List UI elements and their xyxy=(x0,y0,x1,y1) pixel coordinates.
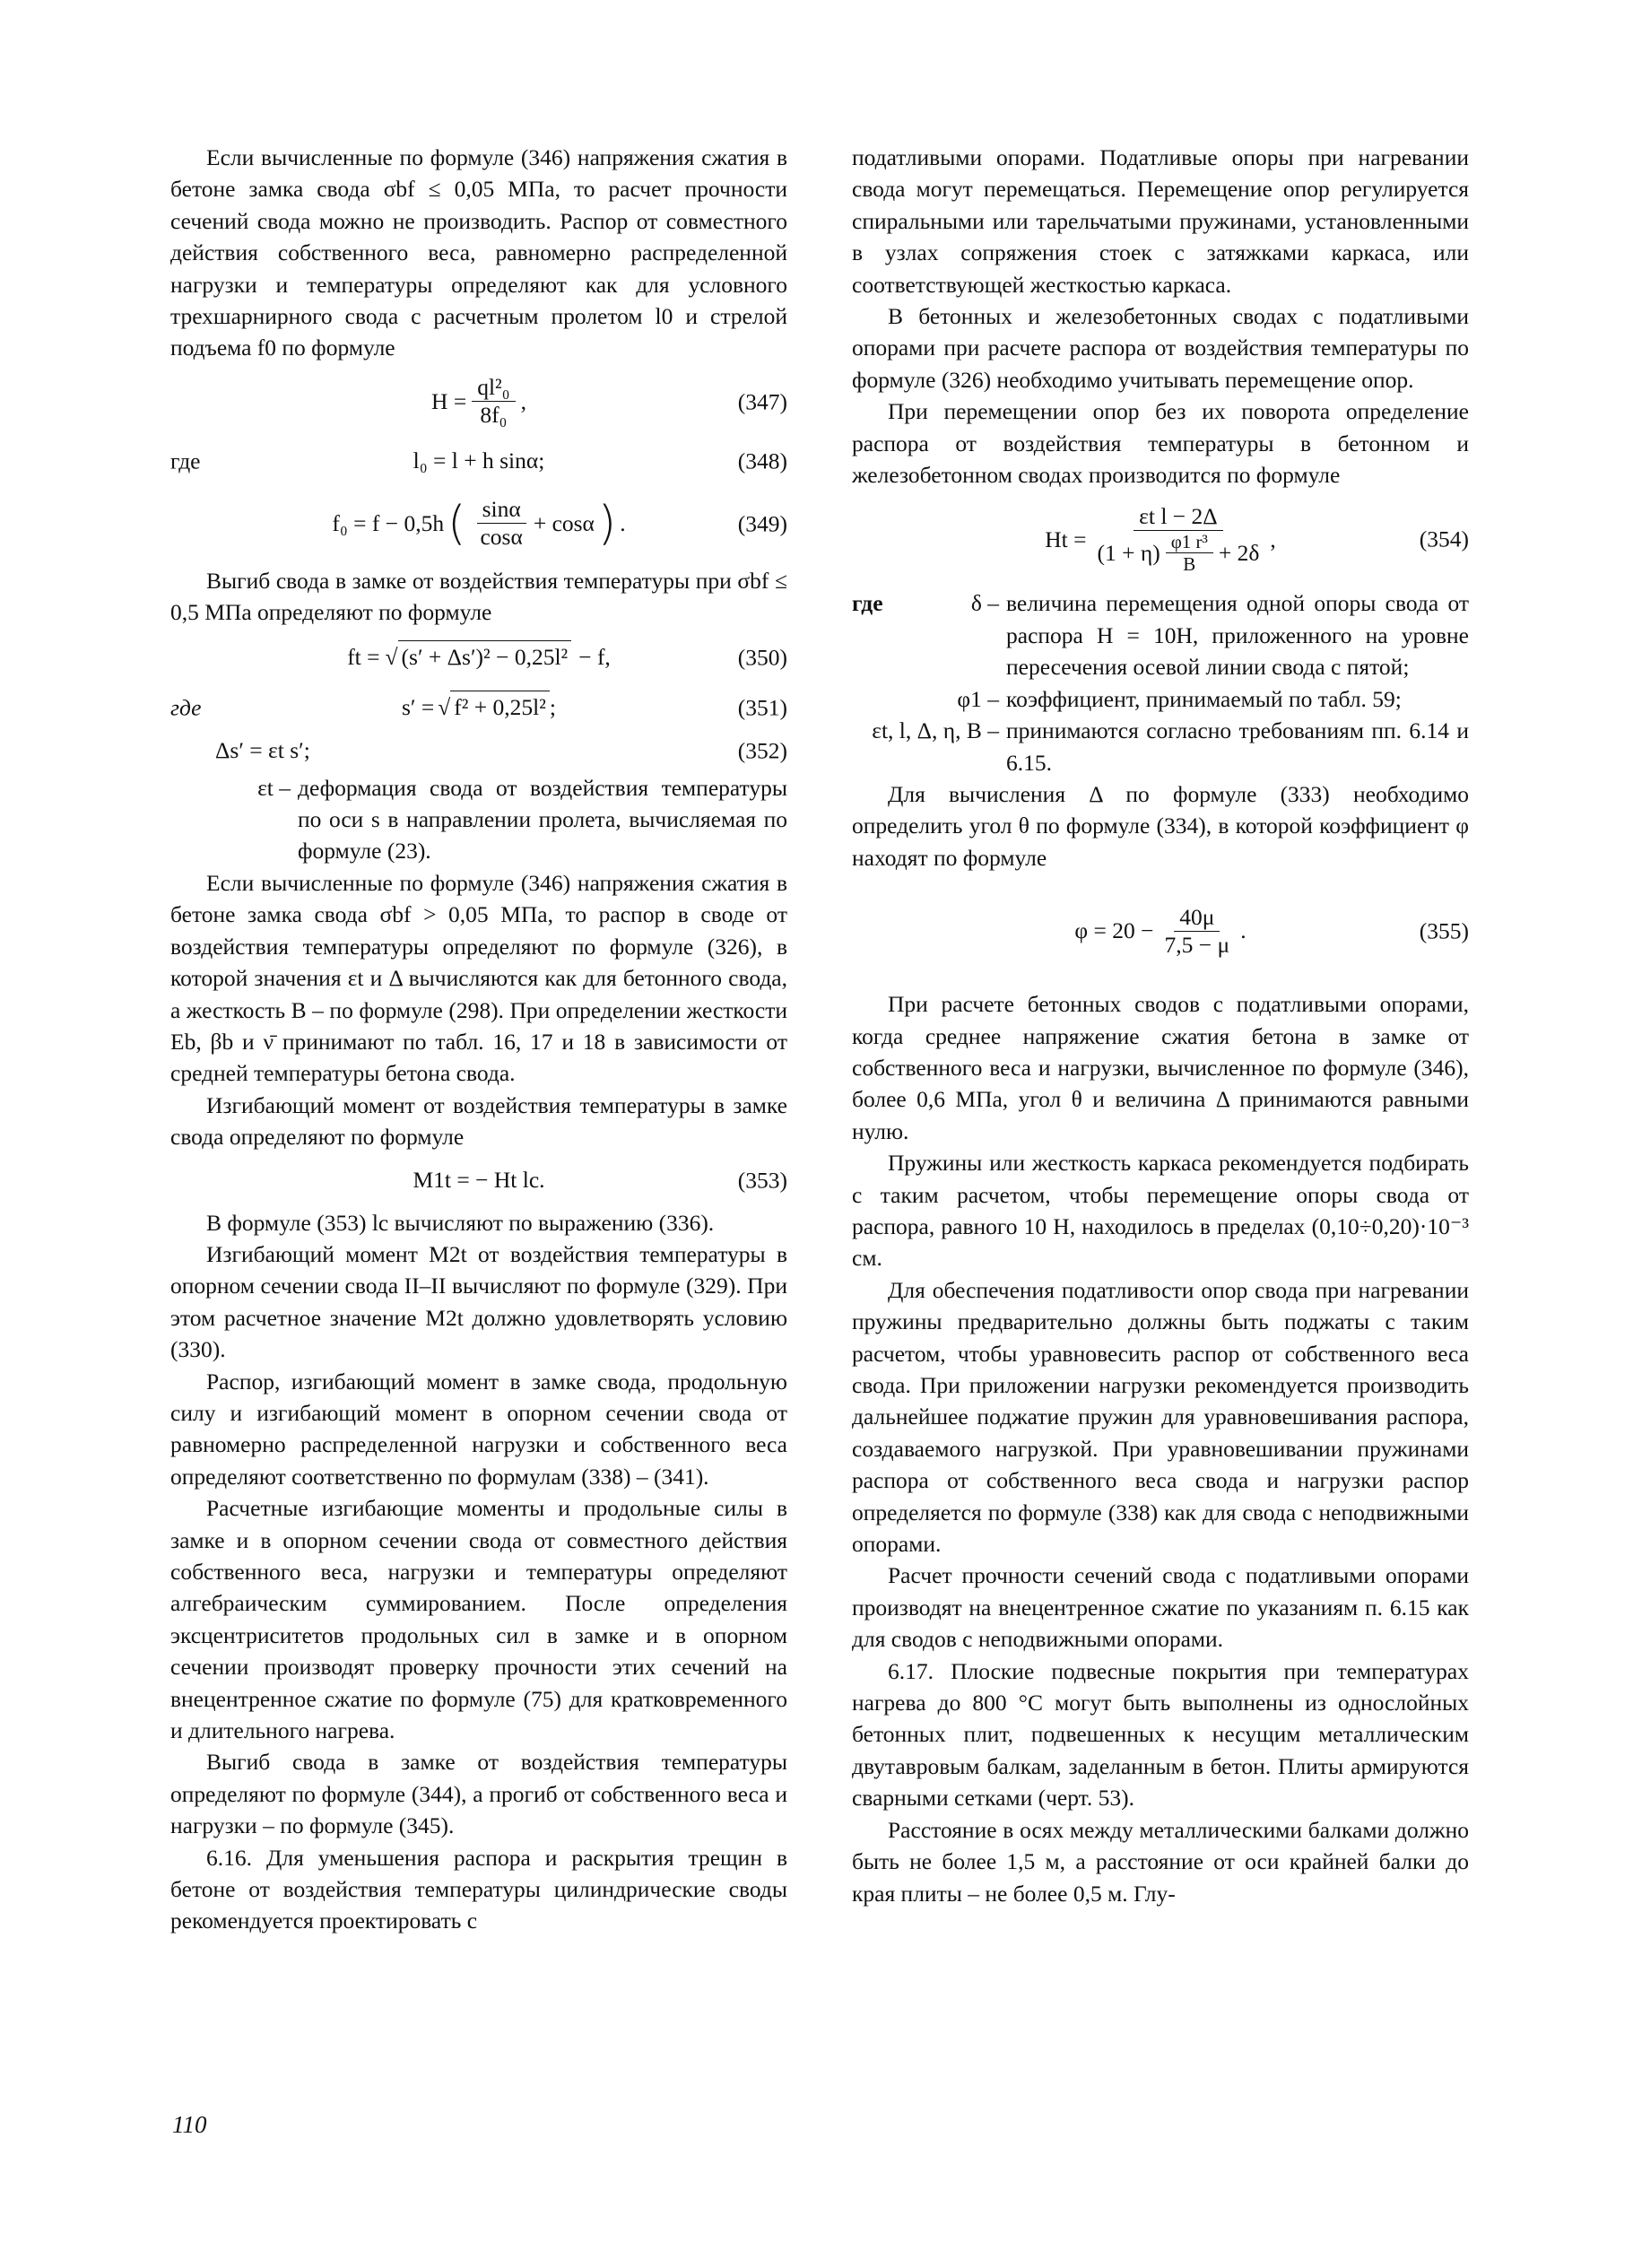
equation-number: (354) xyxy=(1419,526,1469,552)
equation-number: (351) xyxy=(737,693,787,720)
equation-number: (353) xyxy=(737,1166,787,1193)
paragraph: Выгиб свода в замке от воздействия температуры при σbf ≤ 0,5 МПа определяют по формуле xyxy=(170,567,787,626)
equation-number: (355) xyxy=(1419,917,1469,944)
paragraph: При перемещении опор без их поворота определение распора от воздействия температуры в бетонном и железобетонном сводах производится по формуле xyxy=(852,398,1469,489)
equation-349: f₀ = f − 0,5h ( sinα cosα + cosα ) . (349) xyxy=(332,496,787,551)
left-column xyxy=(170,142,787,1937)
paragraph: Расчет прочности сечений свода с податливыми опорами производят на внецентренное сжатие по указаниям п. 6.15 как для сводов с неподвижными опорами. xyxy=(852,1562,1469,1653)
equation-352: Δs′ = εt s′; (352) xyxy=(170,733,787,769)
equation-355: φ = 20 − $\frac{40\mu}{7,5 - \mu}$ . (355) xyxy=(1074,903,1469,958)
paragraph: податливыми опорами. Податливые опоры при нагревании свода могут перемещаться. Перемещение опор регулируется спиральными или тарельчатыми пружинами, установленными в узлах сопряжения стоек с затяжками каркаса, или соответствующей жесткостью каркаса. xyxy=(852,144,1469,298)
equation-353: M1t = − Ht lc. (353) xyxy=(170,1157,787,1204)
definition: εt, l, Δ, η, B – принимаются согласно требованиям пп. 6.14 и 6.15. xyxy=(872,717,1469,776)
equation-number: (352) xyxy=(737,736,787,763)
equation-351: где s′ = √ f² + 0,25l² ; (351) xyxy=(170,686,787,729)
paragraph: 6.17. Плоские подвесные покрытия при температурах нагрева до 800 °С могут быть выполнены из однослойных бетонных плит, подвешенных к несущим металлическим двутавровым балкам, заделанным в бетон. Плиты армируются сварными сетками (черт. 53). xyxy=(852,1657,1469,1812)
equation-354: Ht = εt l − 2Δ (1 + η) φ1 r³ B + 2δ , (354) xyxy=(1045,503,1469,576)
page-number: 110 xyxy=(172,2111,207,2138)
paragraph: Для вычисления Δ по формуле (333) необходимо определить угол θ по формуле (334), в которой коэффициент φ находят по формуле xyxy=(852,780,1469,871)
paragraph: Если вычисленные по формуле (346) напряжения сжатия в бетоне замка свода σbf ≤ 0,05 МПа, то расчет прочности сечений свода можно не производить. Распор от совместного действия собственного веса, равномерно распределенной нагрузки и температуры определяют как для условного трехшарнирного свода с расчетным пролетом l0 и стрелой подъема f0 по формуле xyxy=(170,144,787,361)
paragraph: В бетонных и железобетонных сводах с податливыми опорами при расчете распора от воздействия температуры по формуле (326) необходимо учитывать перемещение опор. xyxy=(852,303,1469,393)
definition: где δ – величина перемещения одной опоры свода от распора H = 10H, приложенного на уровне пересечения осевой линии свода с пятой; xyxy=(852,590,1469,681)
paragraph: Расчетные изгибающие моменты и продольные силы в замке и в опорном сечении свода от совместного действия собственного веса, нагрузки и температуры определяют алгебраическим суммированием. После определения эксцентриситетов продольных сил в замке и в опорном сечении производят проверку прочности этих сечений на внецентренное сжатие по формуле (75) для кратковременного и длительного нагрева. xyxy=(170,1495,787,1744)
paragraph: Расстояние в осях между металлическими балками должно быть не более 1,5 м, а расстояние от оси крайней балки до края плиты – не более 0,5 м. Глу- xyxy=(852,1816,1469,1907)
definition: φ1 – коэффициент, принимаемый по табл. 59; xyxy=(957,685,1402,712)
paragraph: Пружины или жесткость каркаса рекомендуется подбирать с таким расчетом, чтобы перемещение опоры свода от распора, равного 10 Н, находилось в пределах (0,10÷0,20)·10⁻³ см. xyxy=(852,1150,1469,1272)
equation-number: (350) xyxy=(737,643,787,670)
paragraph: Если вычисленные по формуле (346) напряжения сжатия в бетоне замка свода σbf > 0,05 МПа, то распор в своде от воздействия температуры определяют по формуле (326), в которой значения εt и Δ вычисляются как для бетонного свода, а жесткость B – по формуле (298). При определении жесткости Eb, βb и ν̄ принимают по табл. 16, 17 и 18 в зависимости от средней температуры бетона свода. xyxy=(170,869,787,1087)
paragraph: Для обеспечения податливости опор свода при нагревании пружины предварительно должны быть поджаты с таким расчетом, чтобы уравновесить распор от собственного веса свода. При приложении нагрузки рекомендуется производить дальнейшее поджатие пружин для уравновешивания распора, создаваемого нагрузкой. При уравновешивании пружинами распора от собственного веса свода и нагрузки распор определяется по формуле (338) как для свода с неподвижными опорами. xyxy=(852,1276,1469,1558)
paragraph: 6.16. Для уменьшения распора и раскрытия трещин в бетоне от воздействия температуры цилиндрические своды рекомендуется проектировать с xyxy=(170,1844,787,1934)
equation-350: ft = √ (s′ + Δs′)² − 0,25l² − f, (350) xyxy=(170,632,787,682)
paragraph: Изгибающий момент от воздействия температуры в замке свода определяют по формуле xyxy=(170,1091,787,1151)
paragraph: Выгиб свода в замке от воздействия температуры определяют по формуле (344), а прогиб от собственного веса и нагрузки – по формуле (345). xyxy=(170,1749,787,1839)
equation-number: (349) xyxy=(737,510,787,537)
equation-348: где l₀ = l + h sinα; (348) xyxy=(170,439,787,482)
definition: εt – деформация свода от воздействия температуры по оси s в направлении пролета, вычисляемая по формуле (23). xyxy=(257,774,787,865)
paragraph: Изгибающий момент M2t от воздействия температуры в опорном сечении свода II–II вычисляют по формуле (329). При этом расчетное значение M2t должно удовлетворять условию (330). xyxy=(170,1240,787,1363)
equation-number: (348) xyxy=(737,448,787,474)
paragraph: При расчете бетонных сводов с податливыми опорами, когда среднее напряжение сжатия бетона в замке от собственного веса и нагрузки, вычисленное по формуле (346), более 0,6 МПа, угол θ и величина Δ принимаются равными нулю. xyxy=(852,991,1469,1144)
equation-number: (347) xyxy=(737,388,787,415)
paragraph: В формуле (353) lc вычисляют по выражению (336). xyxy=(206,1209,715,1236)
paragraph: Распор, изгибающий момент в замке свода, продольную силу и изгибающий момент в опорном сечении свода от равномерно распределенной нагрузки и собственного веса определяют соответственно по формулам (338) – (341). xyxy=(170,1368,787,1490)
right-column xyxy=(852,142,1469,1909)
equation-347: H = $\frac{\text{ql²₀}}{\text{8f₀}}$ , (347) xyxy=(431,374,787,429)
